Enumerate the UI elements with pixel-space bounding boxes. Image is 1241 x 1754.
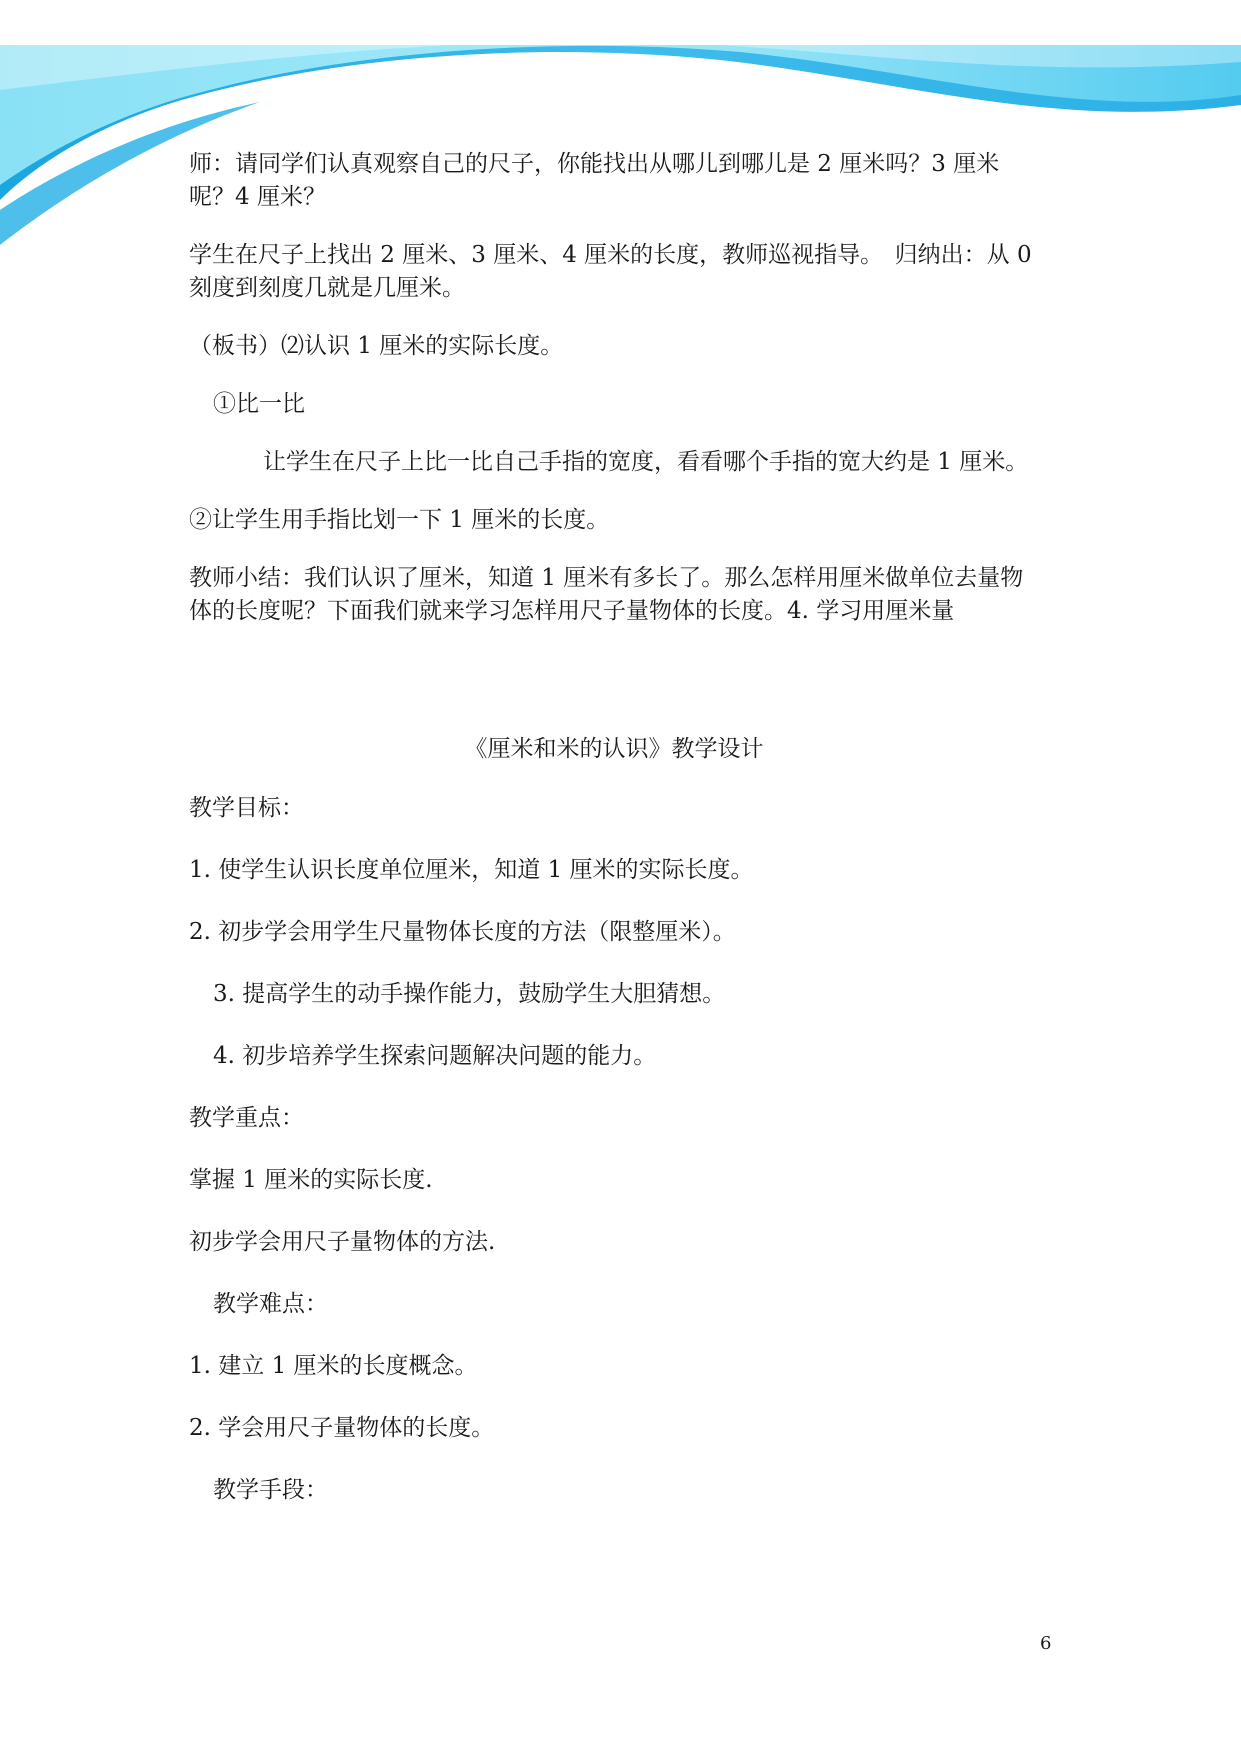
design-title: 《厘米和米的认识》教学设计 <box>464 736 764 762</box>
document-body <box>189 148 1039 1536</box>
teacher-question: 师：请同学们认真观察自己的尺子，你能找出从哪儿到哪儿是 2 厘米吗？3 厘米呢？4 厘米？ <box>189 151 1000 210</box>
key-point-1: 掌握 1 厘米的实际长度. <box>189 1167 433 1193</box>
goal-item-1: 1. 使学生认识长度单位厘米，知道 1 厘米的实际长度。 <box>189 857 754 883</box>
means-heading: 教学手段： <box>213 1477 328 1503</box>
finger-gesture-activity: ②让学生用手指比划一下 1 厘米的长度。 <box>189 507 610 533</box>
finger-width-activity: 让学生在尺子上比一比自己手指的宽度，看看哪个手指的宽大约是 1 厘米。 <box>263 449 1029 475</box>
difficulty-heading: 教学难点： <box>213 1291 328 1317</box>
goal-item-3: 3. 提高学生的动手操作能力，鼓励学生大胆猜想。 <box>213 981 726 1007</box>
goal-item-4: 4. 初步培养学生探索问题解决问题的能力。 <box>213 1043 657 1069</box>
page-number: 6 <box>1040 1633 1052 1654</box>
difficulty-2: 2. 学会用尺子量物体的长度。 <box>189 1415 495 1441</box>
compare-step: ①比一比 <box>213 391 305 417</box>
key-points-heading: 教学重点： <box>189 1105 304 1131</box>
student-activity: 学生在尺子上找出 2 厘米、3 厘米、4 厘米的长度，教师巡视指导。 归纳出：从 0 刻度到刻度几就是几厘米。 <box>189 242 1032 301</box>
board-note: （板书）⑵认识 1 厘米的实际长度。 <box>189 333 564 359</box>
goals-heading: 教学目标： <box>189 795 304 821</box>
difficulty-1: 1. 建立 1 厘米的长度概念。 <box>189 1353 478 1379</box>
goal-item-2: 2. 初步学会用学生尺量物体长度的方法（限整厘米）。 <box>189 919 736 945</box>
teacher-summary: 教师小结：我们认识了厘米，知道 1 厘米有多长了。那么怎样用厘米做单位去量物体的长度呢？下面我们就来学习怎样用尺子量物体的长度。4. 学习用厘米量 <box>189 565 1024 624</box>
key-point-2: 初步学会用尺子量物体的方法. <box>189 1229 496 1255</box>
